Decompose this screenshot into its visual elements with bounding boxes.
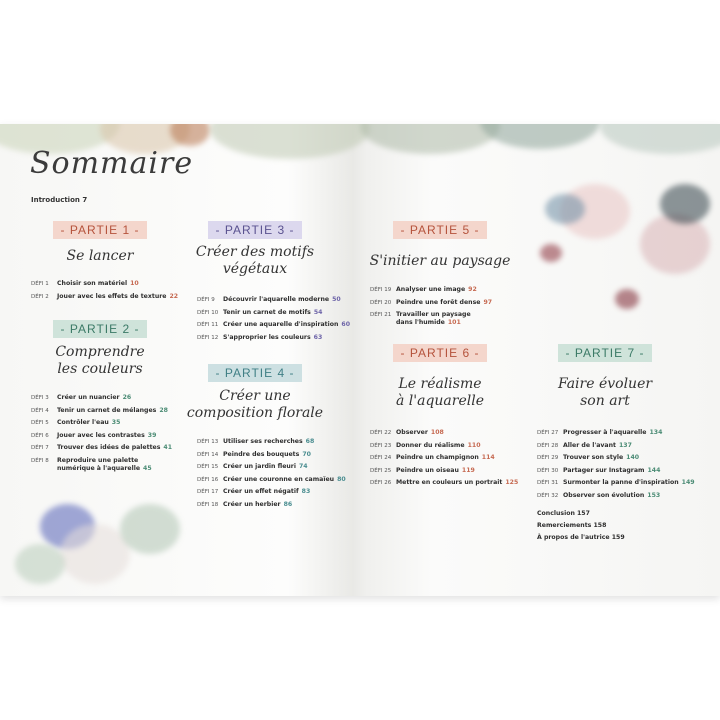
page-title: Sommaire (30, 146, 194, 181)
list-item[interactable]: DÉFI 6 Jouer avec les contrastes 39 (31, 431, 157, 439)
watercolor-leaf-wash (480, 124, 600, 149)
list-item[interactable]: DÉFI 9 Découvrir l'aquarelle moderne 50 (197, 296, 341, 303)
watercolor-leaf-wash (210, 124, 370, 159)
list-item[interactable]: DÉFI 32 Observer son évolution 153 (537, 491, 661, 499)
list-item[interactable]: DÉFI 19 Analyser une image 92 (370, 286, 477, 293)
list-item[interactable]: DÉFI 27 Progresser à l'aquarelle 134 (537, 429, 663, 436)
list-item[interactable]: DÉFI 12 S'approprier les couleurs 63 (197, 333, 323, 341)
watercolor-leaf-wash (545, 194, 585, 224)
acknowledgements-entry[interactable]: Remerciements 158 (537, 522, 607, 529)
list-item[interactable]: DÉFI 20 Peindre une forêt dense 97 (370, 298, 493, 306)
watercolor-leaf-wash (600, 124, 720, 154)
watercolor-leaf-wash (660, 184, 710, 224)
list-item[interactable]: DÉFI 15 Créer un jardin fleuri 74 (197, 463, 308, 471)
about-author-entry[interactable]: À propos de l'autrice 159 (537, 534, 625, 541)
introduction-entry: Introduction 7 (31, 196, 88, 204)
part-4-label: - PARTIE 4 - (208, 364, 303, 382)
part-5-header (390, 219, 490, 239)
part-1-title: Se lancer (66, 248, 134, 264)
list-item[interactable]: DÉFI 1 Choisir son matériel 10 (31, 280, 139, 287)
watercolor-berry-wash (540, 244, 562, 262)
list-item[interactable]: DÉFI 5 Contrôler l'eau 35 (31, 419, 121, 427)
watercolor-flower-wash (640, 214, 710, 274)
watercolor-leaf-wash (15, 544, 65, 584)
list-item[interactable]: DÉFI 17 Créer un effet négatif 83 (197, 488, 311, 496)
part-6-header (390, 342, 490, 362)
part-7-title: Faire évoluer son art (557, 376, 653, 409)
part-7-header (555, 342, 655, 362)
part-2-list (31, 392, 172, 473)
part-6-list (370, 427, 518, 490)
part-7-label: - PARTIE 7 - (558, 344, 653, 362)
list-item[interactable]: DÉFI 13 Utiliser ses recherches 68 (197, 438, 315, 445)
watercolor-leaf-wash (360, 124, 500, 154)
closing-list (537, 508, 625, 544)
part-6-title: Le réalisme à l'aquarelle (395, 376, 484, 409)
list-item[interactable]: DÉFI 30 Partager sur Instagram 144 (537, 466, 661, 474)
list-item[interactable]: DÉFI 11 Créer une aquarelle d'inspiration 60 (197, 321, 351, 329)
watercolor-leaf-wash (120, 504, 180, 554)
part-7-list (537, 427, 695, 503)
part-1-list (31, 278, 178, 303)
list-item[interactable]: DÉFI 16 Créer une couronne en camaïeu 80 (197, 475, 346, 483)
part-4-list (197, 436, 346, 512)
list-item[interactable]: DÉFI 3 Créer un nuancier 26 (31, 394, 132, 401)
list-item[interactable]: DÉFI 26 Mettre en couleurs un portrait 125 (370, 479, 519, 487)
list-item[interactable]: DÉFI 14 Peindre des bouquets 70 (197, 450, 311, 458)
part-2-header (50, 318, 150, 338)
part-3-header (205, 219, 305, 239)
part-2-label: - PARTIE 2 - (53, 320, 148, 338)
list-item[interactable]: DÉFI 2 Jouer avec les effets de texture 22 (31, 292, 179, 300)
part-2-title: Comprendre les couleurs (55, 344, 145, 377)
part-4-title: Créer une composition florale (186, 388, 324, 421)
list-item[interactable]: DÉFI 22 Observer 108 (370, 429, 444, 436)
part-6-label: - PARTIE 6 - (393, 344, 488, 362)
list-item[interactable]: DÉFI 23 Donner du réalisme 110 (370, 441, 481, 449)
list-item[interactable]: DÉFI 24 Peindre un champignon 114 (370, 454, 495, 462)
list-item[interactable]: DÉFI 31 Surmonter la panne d'inspiration 149 (537, 479, 695, 487)
list-item[interactable]: DÉFI 29 Trouver son style 140 (537, 454, 640, 462)
book-spread (0, 124, 720, 596)
part-3-list (197, 294, 350, 344)
part-1-label: - PARTIE 1 - (53, 221, 148, 239)
part-4-header (205, 362, 305, 382)
part-3-label: - PARTIE 3 - (208, 221, 303, 239)
watercolor-berry-wash (615, 289, 639, 309)
list-item[interactable]: DÉFI 4 Tenir un carnet de mélanges 28 (31, 406, 168, 414)
list-item[interactable]: DÉFI 10 Tenir un carnet de motifs 54 (197, 308, 323, 316)
list-item[interactable]: DÉFI 18 Créer un herbier 86 (197, 500, 293, 508)
conclusion-entry[interactable]: Conclusion 157 (537, 510, 590, 517)
part-5-title: S'initier au paysage (369, 253, 511, 269)
list-item[interactable]: DÉFI 8 Reproduire une palette numérique à l'aquarelle 45 (31, 456, 152, 472)
part-5-label: - PARTIE 5 - (393, 221, 488, 239)
part-5-list (370, 284, 492, 327)
list-item[interactable]: DÉFI 7 Trouver des idées de palettes 41 (31, 444, 173, 452)
list-item[interactable]: DÉFI 25 Peindre un oiseau 119 (370, 466, 475, 474)
part-3-title: Créer des motifs végétaux (195, 244, 315, 277)
list-item[interactable]: DÉFI 21 Travailler un paysage dans l'humide 101 (370, 311, 471, 327)
part-1-header (50, 219, 150, 239)
list-item[interactable]: DÉFI 28 Aller de l'avant 137 (537, 441, 632, 449)
